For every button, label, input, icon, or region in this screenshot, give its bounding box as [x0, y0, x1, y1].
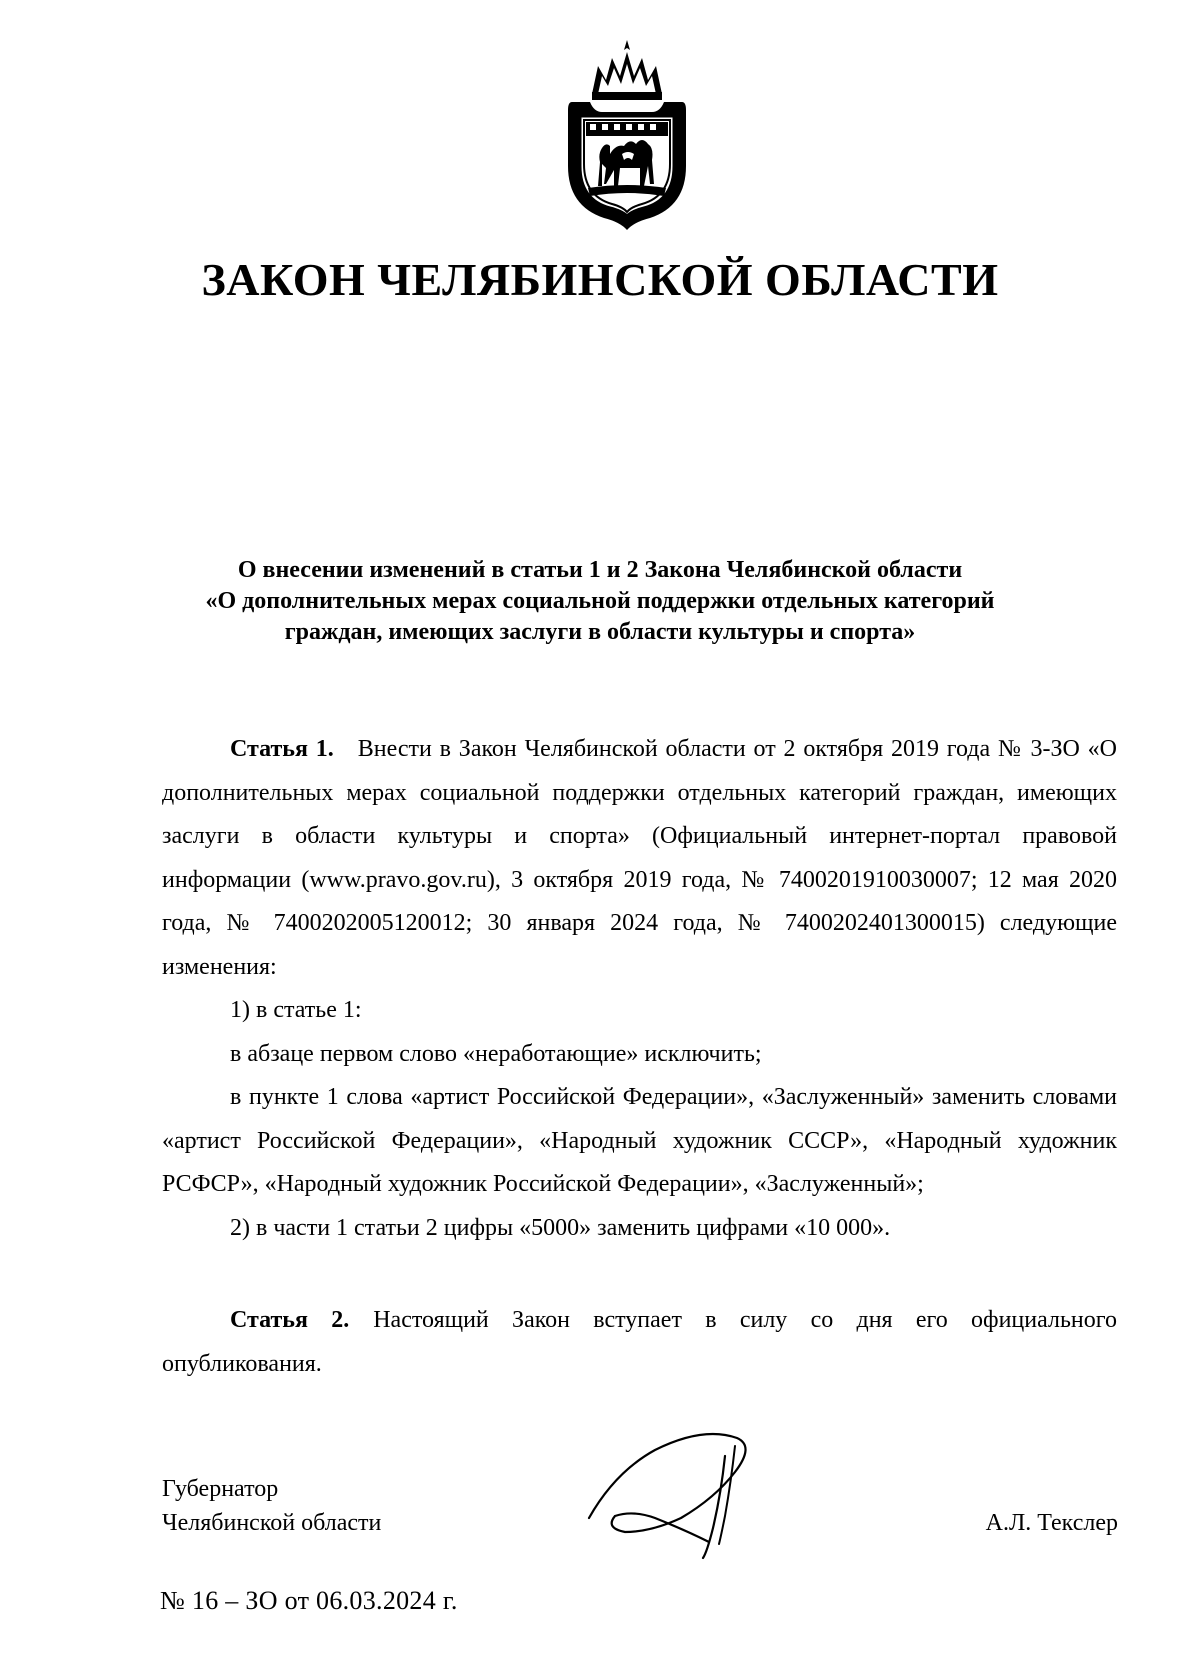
article-1-label: Статья 1.	[230, 736, 334, 762]
signatory-name: А.Л. Текслер	[985, 1510, 1118, 1536]
article-1-intro	[162, 728, 1117, 989]
position-line: Губернатор	[162, 1476, 279, 1502]
article-1-item: в абзаце первом слово «неработающие» исключить;	[230, 1040, 762, 1067]
article-1-intro-text: Внести в Закон Челябинской области от 2 октября 2019 года № 3-ЗО «О дополнительных мерах социальной поддержки отдельных категорий граждан, имеющих заслуги в области культуры и спорта» (Официальный интернет-портал правовой информации (www.pravo.gov.ru), 3 октября 2019 года, № 7400201910030007; 12 мая 2020 года, № 7400202005120012; 30 января 2024 года, № 7400202401300015) следующие изменения:	[162, 736, 1117, 980]
article-2-text-block	[162, 1299, 1117, 1386]
article-2-text: Настоящий Закон вступает в силу со дня его официального опубликования.	[162, 1307, 1117, 1377]
signatory-position	[162, 1472, 381, 1540]
position-line: Челябинской области	[162, 1510, 382, 1536]
article-1-item: 1) в статье 1:	[230, 997, 362, 1023]
subject-line: О внесении изменений в статьи 1 и 2 Закона Челябинской области	[237, 557, 963, 583]
article-2	[162, 1299, 1117, 1386]
registration-number: № 16 – ЗО от 06.03.2024 г.	[160, 1586, 458, 1615]
article-1-item: 2) в части 1 статьи 2 цифры «5000» заменить цифрами «10 000».	[230, 1214, 891, 1241]
law-title: ЗАКОН ЧЕЛЯБИНСКОЙ ОБЛАСТИ	[201, 254, 999, 305]
article-1-item: в пункте 1 слова «артист Российской Федерации», «Заслуженный» заменить словами «артист Российской Федерации», «Народный художник СССР», «Народный художник РСФСР», «Народный художник Российской Федерации», «Заслуженный»;	[162, 1084, 1117, 1197]
article-2-label: Статья 2.	[230, 1307, 350, 1333]
coat-of-arms-icon	[564, 36, 690, 232]
law-subject	[160, 555, 1040, 648]
subject-line: граждан, имеющих заслуги в области культуры и спорта»	[284, 619, 916, 645]
handwritten-signature	[585, 1432, 775, 1562]
subject-line: «О дополнительных мерах социальной поддержки отдельных категорий	[205, 588, 995, 614]
article-1	[162, 728, 1117, 1250]
